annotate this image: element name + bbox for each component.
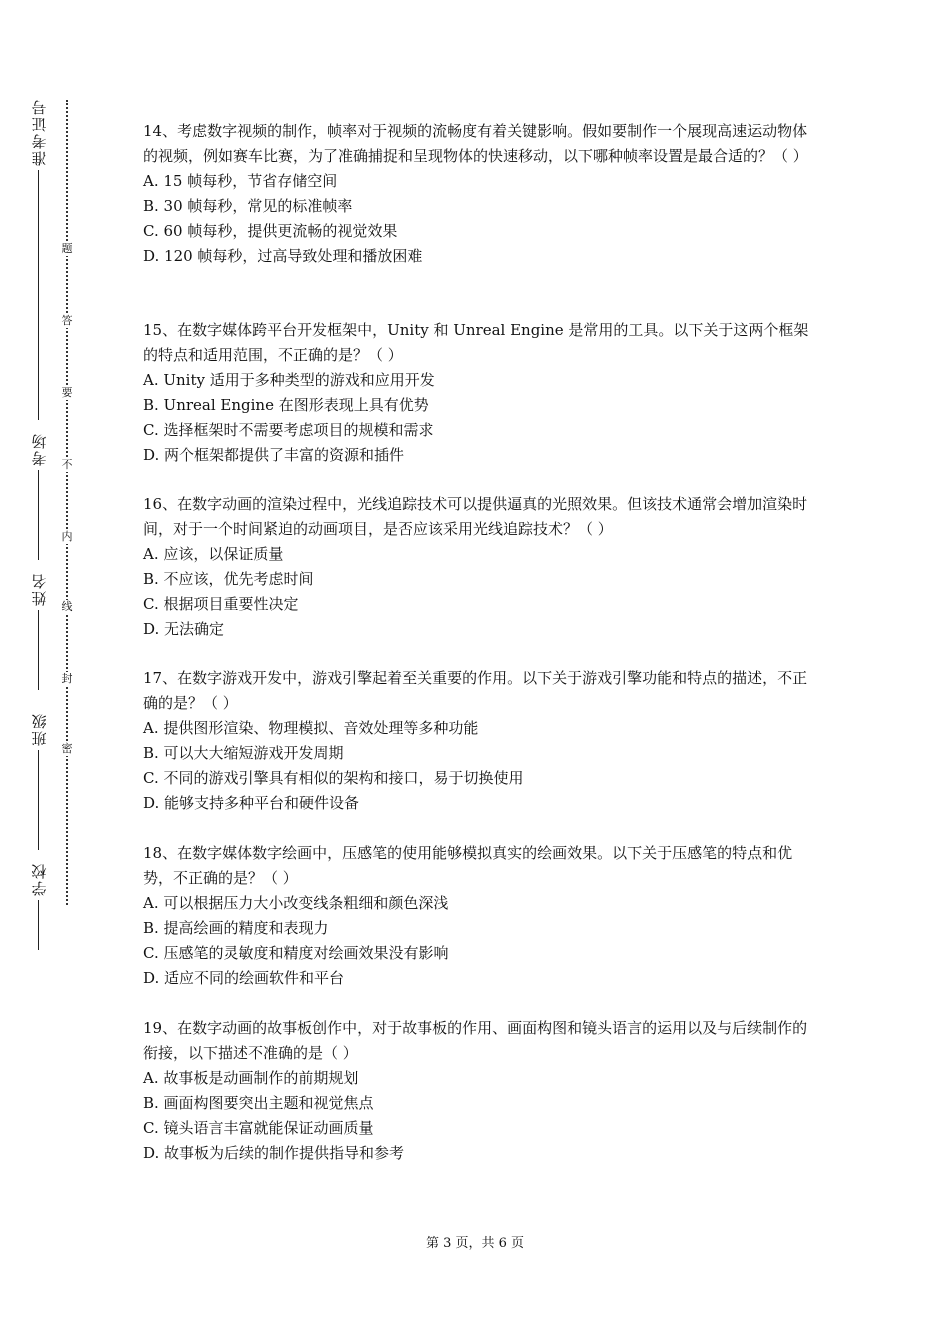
class-label: 班级 bbox=[30, 712, 49, 746]
option-a: A. 应该，以保证质量 bbox=[143, 545, 284, 563]
question-stem: 15、在数字媒体跨平台开发框架中，Unity 和 Unreal Engine 是常用的工具。以下关于这两个框架的特点和适用范围，不正确的是？（ ） bbox=[143, 321, 809, 364]
school-underline bbox=[39, 900, 40, 950]
seal-char: 答 bbox=[59, 314, 75, 328]
option-b: B. 不应该，优先考虑时间 bbox=[143, 570, 314, 588]
page-number: 第 3 页，共 6 页 bbox=[425, 1236, 525, 1251]
option-d: D. 无法确定 bbox=[143, 620, 225, 638]
exam-id-field bbox=[14, 85, 64, 420]
option-d: D. 两个框架都提供了丰富的资源和插件 bbox=[143, 446, 405, 464]
exam-id-label: 准考证号 bbox=[30, 98, 49, 166]
option-d: D. 故事板为后续的制作提供指导和参考 bbox=[143, 1144, 405, 1162]
option-a: A. 可以根据压力大小改变线条粗细和颜色深浅 bbox=[143, 894, 449, 912]
option-c: C. 不同的游戏引擎具有相似的架构和接口，易于切换使用 bbox=[143, 769, 524, 787]
seal-char: 要 bbox=[59, 386, 75, 400]
option-c: C. 60 帧每秒，提供更流畅的视觉效果 bbox=[143, 222, 398, 240]
seal-char: 内 bbox=[59, 530, 75, 544]
option-b: B. 可以大大缩短游戏开发周期 bbox=[143, 744, 344, 762]
option-d: D. 适应不同的绘画软件和平台 bbox=[143, 969, 345, 987]
option-b: B. 画面构图要突出主题和视觉焦点 bbox=[143, 1094, 374, 1112]
exam-room-label: 考场 bbox=[30, 432, 49, 466]
option-d: D. 能够支持多种平台和硬件设备 bbox=[143, 794, 360, 812]
question-stem: 16、在数字动画的渲染过程中，光线追踪技术可以提供逼真的光照效果。但该技术通常会增加渲染时间，对于一个时间紧迫的动画项目，是否应该采用光线追踪技术？（ ） bbox=[143, 495, 808, 538]
name-label: 姓名 bbox=[30, 572, 49, 606]
option-c: C. 选择框架时不需要考虑项目的规模和需求 bbox=[143, 421, 434, 439]
question-stem: 14、考虑数字视频的制作，帧率对于视频的流畅度有着关键影响。假如要制作一个展现高速运动物体的视频，例如赛车比赛，为了准确捕捉和呈现物体的快速移动，以下哪种帧率设置是最合适的？（ ） bbox=[143, 122, 808, 165]
question-15 bbox=[143, 318, 811, 468]
exam-id-underline bbox=[39, 170, 40, 420]
option-b: B. 30 帧每秒，常见的标准帧率 bbox=[143, 197, 353, 215]
class-field bbox=[14, 690, 64, 850]
question-18 bbox=[143, 841, 811, 991]
option-a: A. Unity 适用于多种类型的游戏和应用开发 bbox=[143, 371, 435, 389]
seal-char: 密 bbox=[59, 742, 75, 756]
seal-char: 线 bbox=[59, 600, 75, 614]
option-a: A. 提供图形渲染、物理模拟、音效处理等多种功能 bbox=[143, 719, 479, 737]
question-14 bbox=[143, 119, 811, 269]
seal-char: 题 bbox=[59, 242, 75, 256]
question-16 bbox=[143, 492, 811, 642]
option-c: C. 镜头语言丰富就能保证动画质量 bbox=[143, 1119, 374, 1137]
question-19 bbox=[143, 1016, 811, 1166]
question-17 bbox=[143, 666, 811, 816]
option-b: B. 提高绘画的精度和表现力 bbox=[143, 919, 329, 937]
school-field bbox=[14, 850, 64, 950]
option-a: A. 15 帧每秒，节省存储空间 bbox=[143, 172, 338, 190]
option-c: C. 压感笔的灵敏度和精度对绘画效果没有影响 bbox=[143, 944, 449, 962]
question-stem: 18、在数字媒体数字绘画中，压感笔的使用能够模拟真实的绘画效果。以下关于压感笔的特点和优势，不正确的是？（ ） bbox=[143, 844, 793, 887]
seal-dotted-line bbox=[66, 100, 68, 905]
class-underline bbox=[39, 750, 40, 850]
seal-char: 封 bbox=[59, 672, 75, 686]
option-b: B. Unreal Engine 在图形表现上具有优势 bbox=[143, 396, 429, 414]
option-c: C. 根据项目重要性决定 bbox=[143, 595, 299, 613]
name-underline bbox=[39, 610, 40, 690]
seal-char: 不 bbox=[59, 458, 75, 472]
question-stem: 17、在数字游戏开发中，游戏引擎起着至关重要的作用。以下关于游戏引擎功能和特点的描述，不正确的是？（ ） bbox=[143, 669, 808, 712]
name-field bbox=[14, 560, 64, 690]
option-d: D. 120 帧每秒，过高导致处理和播放困难 bbox=[143, 247, 423, 265]
exam-room-field bbox=[14, 420, 64, 560]
question-stem: 19、在数字动画的故事板创作中，对于故事板的作用、画面构图和镜头语言的运用以及与后续制作的衔接，以下描述不准确的是（ ） bbox=[143, 1019, 808, 1062]
option-a: A. 故事板是动画制作的前期规划 bbox=[143, 1069, 359, 1087]
school-label: 学校 bbox=[30, 862, 49, 896]
exam-room-underline bbox=[39, 470, 40, 560]
